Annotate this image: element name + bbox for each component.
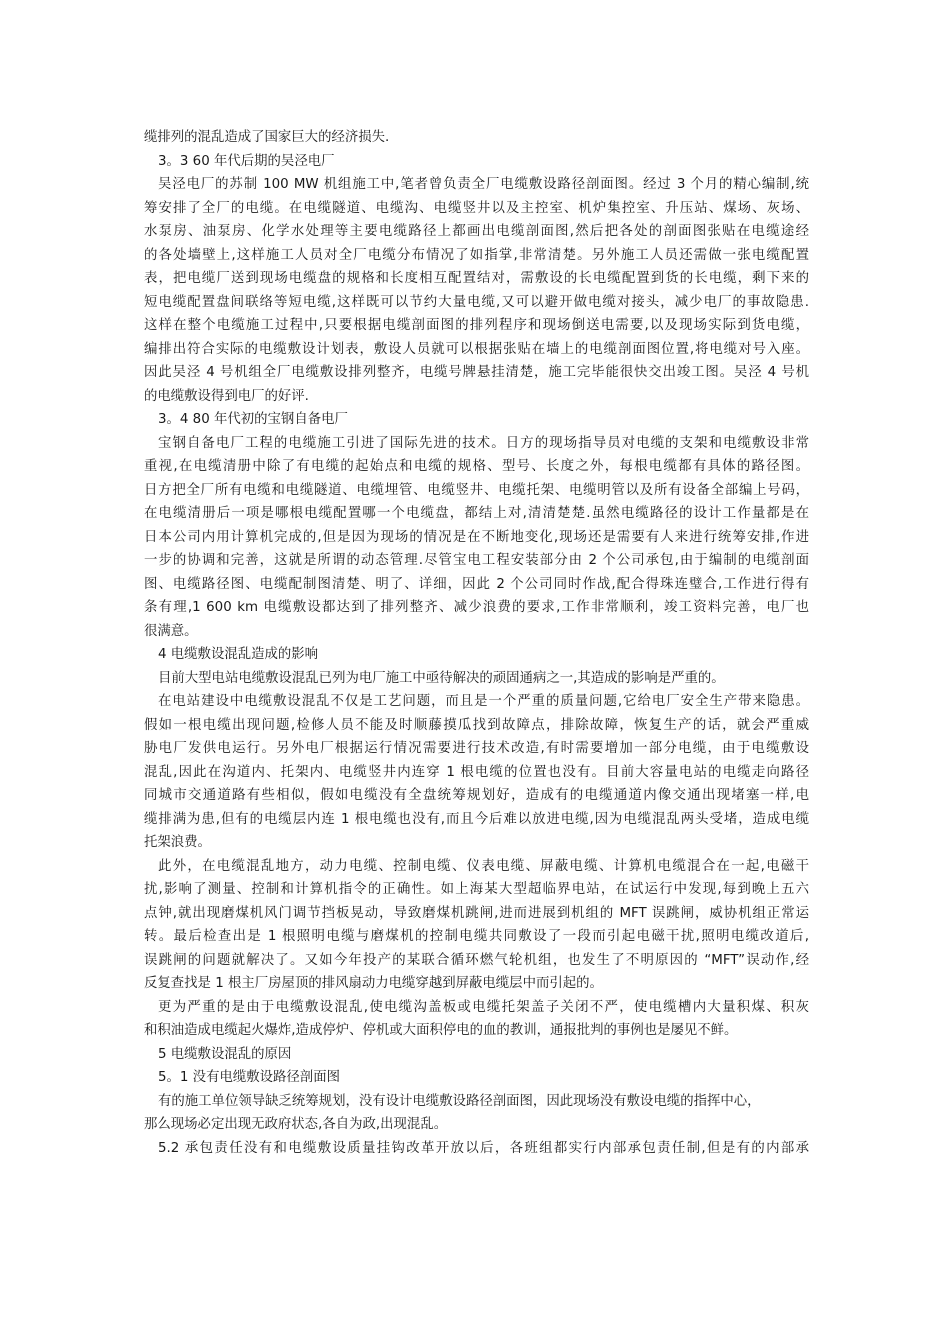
- text-line: 的电缆敷设得到电厂的好评.: [144, 388, 309, 404]
- text-line: 这样在整个电缆施工过程中,只要根据电缆剖面图的排列程序和现场倒送电需要,以及现场实际到货电缆，: [144, 318, 809, 333]
- text-line: 托架浪费。: [144, 835, 211, 850]
- text-line: 混乱,因此在沟道内、托架内、电缆竖井内连穿 1 根电缆的位置也没有。目前大容量电站的电缆走向路径: [144, 764, 809, 780]
- text-line: 同城市交通道路有些相似，假如电缆没有全盘统筹规划好，造成有的电缆通道内像交通出现堵塞一样,电: [144, 788, 809, 803]
- text-line: 短电缆配置盘间联络等短电缆,这样既可以节约大量电缆,又可以避开做电缆对接头，减少电厂的事故隐患.: [144, 294, 809, 310]
- text-line: 点钟,就出现磨煤机风门调节挡板晃动，导致磨煤机跳闸,进而进展到机组的 MFT 误跳闸，威协机组正常运: [144, 905, 809, 921]
- text-line: 的各处墙壁上,这样施工人员对全厂电缆分布情况了如指掌,非常清楚。另外施工人员还需做一张电缆配置: [144, 247, 809, 263]
- text-line: 在电缆清册后一项是哪根电缆配置哪一个电缆盘，都结上对,清清楚楚.虽然电缆路径的设计工作量都是在: [144, 506, 809, 521]
- text-line: 水泵房、油泵房、化学水处理等主要电缆路径上都画出电缆剖面图,然后把各处的剖面图张贴在电缆途经: [144, 224, 809, 239]
- text-line: 日方把全厂所有电缆和电缆隧道、电缆埋管、电缆竖井、电缆托架、电缆明管以及所有设备全部编上号码，: [144, 482, 809, 498]
- text-line: 一步的协调和完善，这就是所谓的动态管理.尽管宝电工程安装部分由 2 个公司承包,由于编制的电缆剖面: [144, 553, 809, 568]
- text-line: 吴泾电厂的苏制 100 MW 机组施工中,笔者曾负责全厂电缆敷设路径剖面图。经过 3 个月的精心编制,统: [158, 177, 809, 192]
- text-line: 误跳闸的问题就解决了。又如今年投产的某联合循环燃气轮机组，也发生了不明原因的 “MFT”误动作,经: [144, 952, 809, 968]
- text-line: 反复查找是 1 根主厂房屋顶的排风扇动力电缆穿越到屏蔽电缆层中而引起的。: [144, 976, 603, 991]
- text-line: 宝钢自备电厂工程的电缆施工引进了国际先进的技术。日方的现场指导员对电缆的支架和电缆敷设非常: [158, 435, 809, 451]
- text-line: 5 电缆敷设混乱的原因: [158, 1046, 292, 1062]
- text-line: 缆排满为患,但有的电缆层内连 1 根电缆也没有,而且今后难以放进电缆,因为电缆混乱两头受堵，造成电缆: [144, 811, 809, 827]
- text-line: 此外，在电缆混乱地方，动力电缆、控制电缆、仪表电缆、屏蔽电缆、计算机电缆混合在一起,电磁干: [158, 858, 809, 874]
- text-line: 表，把电缆厂送到现场电缆盘的规格和长度相互配置结对，需敷设的长电缆配置到货的长电缆，剩下来的: [144, 271, 809, 286]
- text-line: 那么现场必定出现无政府状态,各自为政,出现混乱。: [144, 1117, 448, 1132]
- document-page: [144, 126, 809, 1160]
- text-line: 因此吴泾 4 号机组全厂电缆敷设排列整齐，电缆号牌悬挂清楚，施工完毕能很快交出竣工图。吴泾 4 号机: [144, 365, 809, 380]
- text-line: 胁电厂发供电运行。另外电厂根据运行情况需要进行技术改造,有时需要增加一部分电缆，由于电缆敷设: [144, 741, 809, 756]
- text-line: 假如一根电缆出现问题,检修人员不能及时顺藤摸瓜找到故障点，排除故障，恢复生产的话，就会严重威: [144, 717, 809, 733]
- text-line: 3。4 80 年代初的宝钢自备电厂: [158, 412, 348, 427]
- text-line: 4 电缆敷设混乱造成的影响: [158, 647, 319, 662]
- text-line: 扰,影响了测量、控制和计算机指令的正确性。如上海某大型超临界电站，在试运行中发现,每到晚上五六: [144, 882, 809, 897]
- text-line: 重视,在电缆清册中除了有电缆的起始点和电缆的规格、型号、长度之外，每根电缆都有具体的路径图。: [144, 459, 809, 474]
- text-line: 转。最后检查出是 1 根照明电缆与磨煤机的控制电缆共同敷设了一段而引起电磁干扰,照明电缆改道后,: [144, 929, 809, 944]
- text-line: 筹安排了全厂的电缆。在电缆隧道、电缆沟、电缆竖井以及主控室、机炉集控室、升压站、煤场、灰场、: [144, 200, 809, 216]
- text-line: 在电站建设中电缆敷设混乱不仅是工艺问题，而且是一个严重的质量问题,它给电厂安全生产带来隐患。: [158, 694, 809, 709]
- text-line: 和积油造成电缆起火爆炸,造成停炉、停机或大面积停电的血的教训，通报批判的事例也是屡见不鲜。: [144, 1023, 738, 1038]
- text-line: 更为严重的是由于电缆敷设混乱,使电缆沟盖板或电缆托架盖子关闭不严，使电缆槽内大量积煤、积灰: [158, 999, 809, 1015]
- text-line: 缆排列的混乱造成了国家巨大的经济损失.: [144, 130, 390, 145]
- text-line: 有的施工单位领导缺乏统筹规划，没有设计电缆敷设路径剖面图，因此现场没有敷设电缆的指挥中心，: [158, 1093, 761, 1109]
- text-line: 条有理,1 600 km 电缆敷设都达到了排列整齐、减少浪费的要求,工作非常顺利，竣工资料完善，电厂也: [144, 600, 809, 615]
- text-line: 日本公司内用计算机完成的,但是因为现场的情况是在不断地变化,现场还是需要有人来进行统筹安排,作进: [144, 529, 809, 545]
- text-line: 3。3 60 年代后期的吴泾电厂: [158, 153, 335, 169]
- text-line: 目前大型电站电缆敷设混乱已列为电厂施工中亟待解决的顽固通病之一,其造成的影响是严重的。: [158, 670, 725, 686]
- text-line: 5.2 承包责任没有和电缆敷设质量挂钩改革开放以后，各班组都实行内部承包责任制,但是有的内部承: [158, 1140, 809, 1156]
- text-line: 图、电缆路径图、电缆配制图清楚、明了、详细，因此 2 个公司同时作战,配合得珠连璧合,工作进行得有: [144, 576, 809, 592]
- text-line: 5。1 没有电缆敷设路径剖面图: [158, 1070, 340, 1085]
- text-line: 很满意。: [144, 623, 198, 639]
- text-line: 编排出符合实际的电缆敷设计划表，敷设人员就可以根据张贴在墙上的电缆剖面图位置,将电缆对号入座。: [144, 341, 809, 357]
